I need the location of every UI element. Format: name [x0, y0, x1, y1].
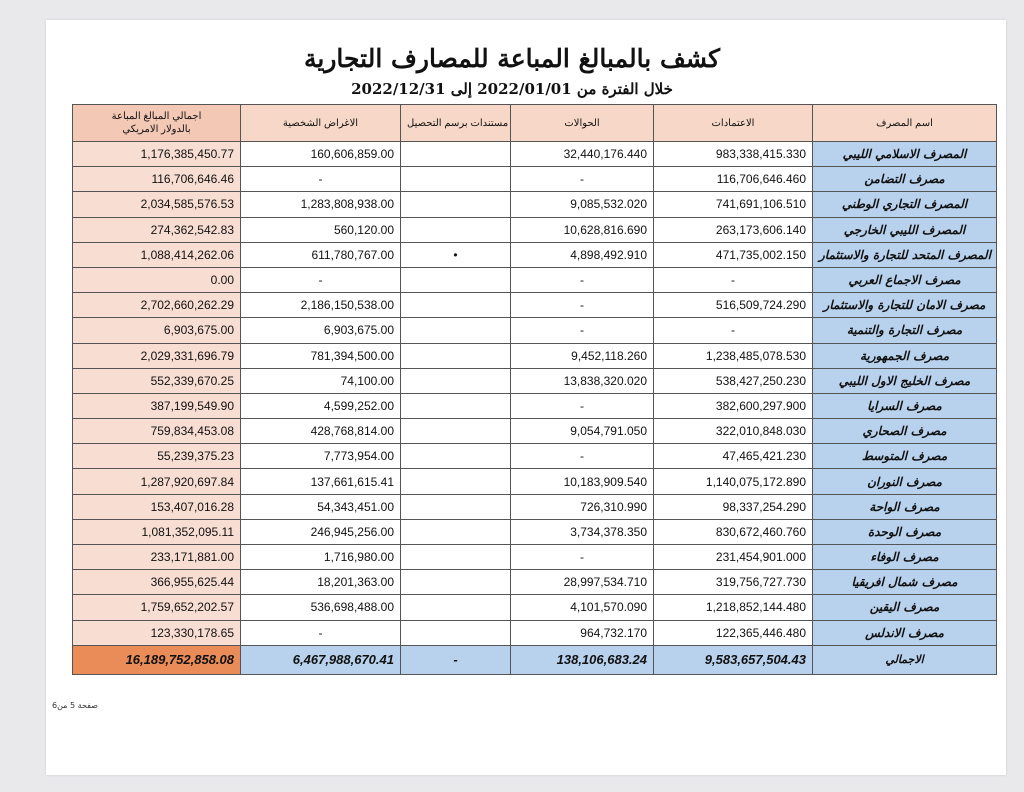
cell-personal: 4,599,252.00: [241, 393, 401, 418]
cell-personal: 536,698,488.00: [241, 595, 401, 620]
cell-collection: [401, 545, 511, 570]
cell-bank-name: مصرف الاجماع العربي: [813, 267, 997, 292]
cell-bank-name: المصرف الاسلامي الليبي: [813, 142, 997, 167]
cell-collection: [401, 368, 511, 393]
cell-credits: 471,735,002.150: [654, 242, 813, 267]
header-bank-name: اسم المصرف: [813, 105, 997, 142]
cell-bank-name: مصرف شمال افريقيا: [813, 570, 997, 595]
document-title: كشف بالمبالغ المباعة للمصارف التجارية: [303, 44, 721, 73]
cell-collection: [401, 318, 511, 343]
table-row: [73, 419, 997, 444]
cell-bank-name: مصرف السرايا: [813, 393, 997, 418]
header-total: [73, 105, 241, 142]
header-credits: الاعتمادات: [654, 105, 813, 142]
cell-transfers: 13,838,320.020: [511, 368, 654, 393]
cell-transfers: 9,452,118.260: [511, 343, 654, 368]
cell-personal: 160,606,859.00: [241, 142, 401, 167]
cell-collection: [401, 267, 511, 292]
cell-transfers: -: [511, 545, 654, 570]
cell-total: 233,171,881.00: [73, 545, 241, 570]
table-row: [73, 318, 997, 343]
cell-transfers: 3,734,378.350: [511, 519, 654, 544]
cell-transfers: 726,310.990: [511, 494, 654, 519]
cell-total: 2,029,331,696.79: [73, 343, 241, 368]
cell-transfers: 964,732.170: [511, 620, 654, 645]
table-row: [73, 368, 997, 393]
cell-personal: 54,343,451.00: [241, 494, 401, 519]
cell-total: 274,362,542.83: [73, 217, 241, 242]
table-row: [73, 570, 997, 595]
cell-personal: -: [241, 167, 401, 192]
table-row: [73, 242, 997, 267]
cell-collection: [401, 393, 511, 418]
cell-credits: -: [654, 318, 813, 343]
table-row: [73, 167, 997, 192]
cell-bank-name: مصرف الخليج الاول الليبي: [813, 368, 997, 393]
cell-total: 1,081,352,095.11: [73, 519, 241, 544]
cell-credits: 98,337,254.290: [654, 494, 813, 519]
cell-credits: 1,218,852,144.480: [654, 595, 813, 620]
cell-collection: [401, 293, 511, 318]
page-number: صفحة 5 من6: [52, 701, 98, 710]
bank-sales-table: [72, 104, 997, 675]
cell-collection: [401, 343, 511, 368]
cell-total: 123,330,178.65: [73, 620, 241, 645]
cell-transfers: 28,997,534.710: [511, 570, 654, 595]
table-row: [73, 545, 997, 570]
cell-bank-name: مصرف اليقين: [813, 595, 997, 620]
cell-credits: 319,756,727.730: [654, 570, 813, 595]
cell-personal: 1,283,808,938.00: [241, 192, 401, 217]
cell-total: 552,339,670.25: [73, 368, 241, 393]
cell-personal: 137,661,615.41: [241, 469, 401, 494]
cell-bank-name: مصرف الوحدة: [813, 519, 997, 544]
cell-total: 759,834,453.08: [73, 419, 241, 444]
cell-collection: [401, 595, 511, 620]
header-total-line1: اجمالي المبالغ المباعة: [111, 111, 202, 122]
cell-personal: 611,780,767.00: [241, 242, 401, 267]
cell-collection: •: [401, 242, 511, 267]
cell-personal: -: [241, 620, 401, 645]
table-row: [73, 494, 997, 519]
cell-credits: 516,509,724.290: [654, 293, 813, 318]
cell-collection: [401, 192, 511, 217]
cell-total: 2,034,585,576.53: [73, 192, 241, 217]
cell-grand-total: 16,189,752,858.08: [73, 645, 241, 674]
cell-transfers: 9,085,532.020: [511, 192, 654, 217]
cell-collection: [401, 444, 511, 469]
cell-transfers: -: [511, 167, 654, 192]
cell-transfers: 9,054,791.050: [511, 419, 654, 444]
document-subtitle: خلال الفترة من 2022/01/01 إلى 2022/12/31: [351, 80, 673, 98]
cell-bank-name: المصرف التجاري الوطني: [813, 192, 997, 217]
table-body: [73, 142, 997, 675]
cell-personal: 560,120.00: [241, 217, 401, 242]
table-row: [73, 469, 997, 494]
cell-transfers: 4,101,570.090: [511, 595, 654, 620]
table-row: [73, 192, 997, 217]
header-transfers: الحوالات: [511, 105, 654, 142]
cell-credits: 382,600,297.900: [654, 393, 813, 418]
cell-total: 116,706,646.46: [73, 167, 241, 192]
cell-bank-name: مصرف النوران: [813, 469, 997, 494]
cell-collection: [401, 570, 511, 595]
cell-bank-name: مصرف الجمهورية: [813, 343, 997, 368]
table-row: [73, 293, 997, 318]
cell-bank-name: مصرف الصحاري: [813, 419, 997, 444]
cell-total-credits: 9,583,657,504.43: [654, 645, 813, 674]
cell-bank-name: مصرف المتوسط: [813, 444, 997, 469]
cell-credits: 47,465,421.230: [654, 444, 813, 469]
cell-total: 2,702,660,262.29: [73, 293, 241, 318]
cell-transfers: -: [511, 293, 654, 318]
cell-personal: 781,394,500.00: [241, 343, 401, 368]
cell-credits: 263,173,606.140: [654, 217, 813, 242]
cell-total: 153,407,016.28: [73, 494, 241, 519]
cell-collection: [401, 494, 511, 519]
cell-credits: 1,140,075,172.890: [654, 469, 813, 494]
table-row: [73, 595, 997, 620]
table-row: [73, 519, 997, 544]
cell-credits: 983,338,415.330: [654, 142, 813, 167]
table-header-row: [73, 105, 997, 142]
cell-credits: 116,706,646.460: [654, 167, 813, 192]
header-personal-purposes: الاغراض الشخصية: [241, 105, 401, 142]
cell-transfers: 4,898,492.910: [511, 242, 654, 267]
cell-total: 6,903,675.00: [73, 318, 241, 343]
cell-personal: 18,201,363.00: [241, 570, 401, 595]
cell-total: 0.00: [73, 267, 241, 292]
table-row: [73, 142, 997, 167]
cell-credits: 538,427,250.230: [654, 368, 813, 393]
cell-total: 366,955,625.44: [73, 570, 241, 595]
cell-credits: 741,691,106.510: [654, 192, 813, 217]
cell-total-collection: -: [401, 645, 511, 674]
cell-total: 387,199,549.90: [73, 393, 241, 418]
header-collection-docs: مستندات برسم التحصيل: [401, 105, 511, 142]
cell-bank-name: مصرف الواحة: [813, 494, 997, 519]
cell-bank-name: مصرف الاندلس: [813, 620, 997, 645]
cell-bank-name: مصرف الامان للتجارة والاستثمار: [813, 293, 997, 318]
cell-transfers: -: [511, 444, 654, 469]
cell-transfers: -: [511, 267, 654, 292]
cell-collection: [401, 620, 511, 645]
cell-total-label: الاجمالي: [813, 645, 997, 674]
cell-total: 1,176,385,450.77: [73, 142, 241, 167]
cell-total: 1,088,414,262.06: [73, 242, 241, 267]
cell-collection: [401, 519, 511, 544]
cell-collection: [401, 142, 511, 167]
cell-collection: [401, 469, 511, 494]
cell-collection: [401, 167, 511, 192]
cell-personal: 2,186,150,538.00: [241, 293, 401, 318]
cell-credits: 122,365,446.480: [654, 620, 813, 645]
cell-personal: 6,903,675.00: [241, 318, 401, 343]
cell-bank-name: مصرف التجارة والتنمية: [813, 318, 997, 343]
cell-personal: 246,945,256.00: [241, 519, 401, 544]
cell-credits: 322,010,848.030: [654, 419, 813, 444]
cell-bank-name: مصرف الوفاء: [813, 545, 997, 570]
cell-total: 1,287,920,697.84: [73, 469, 241, 494]
cell-bank-name: مصرف التضامن: [813, 167, 997, 192]
cell-bank-name: المصرف الليبي الخارجي: [813, 217, 997, 242]
cell-collection: [401, 217, 511, 242]
table-row: [73, 217, 997, 242]
cell-bank-name: المصرف المتحد للتجارة والاستثمار: [813, 242, 997, 267]
table-row: [73, 267, 997, 292]
cell-total: 1,759,652,202.57: [73, 595, 241, 620]
cell-transfers: -: [511, 393, 654, 418]
cell-total-personal: 6,467,988,670.41: [241, 645, 401, 674]
cell-personal: 428,768,814.00: [241, 419, 401, 444]
totals-row: [73, 645, 997, 674]
table-row: [73, 343, 997, 368]
cell-personal: 1,716,980.00: [241, 545, 401, 570]
cell-transfers: -: [511, 318, 654, 343]
table-row: [73, 620, 997, 645]
cell-credits: 830,672,460.760: [654, 519, 813, 544]
cell-total-transfers: 138,106,683.24: [511, 645, 654, 674]
cell-personal: 7,773,954.00: [241, 444, 401, 469]
table-row: [73, 444, 997, 469]
cell-credits: 1,238,485,078.530: [654, 343, 813, 368]
cell-transfers: 10,628,816.690: [511, 217, 654, 242]
cell-collection: [401, 419, 511, 444]
cell-credits: 231,454,901.000: [654, 545, 813, 570]
cell-personal: -: [241, 267, 401, 292]
cell-total: 55,239,375.23: [73, 444, 241, 469]
cell-transfers: 32,440,176.440: [511, 142, 654, 167]
cell-transfers: 10,183,909.540: [511, 469, 654, 494]
table-row: [73, 393, 997, 418]
cell-credits: -: [654, 267, 813, 292]
cell-personal: 74,100.00: [241, 368, 401, 393]
header-total-line2: بالدولار الامريكي: [122, 124, 191, 135]
